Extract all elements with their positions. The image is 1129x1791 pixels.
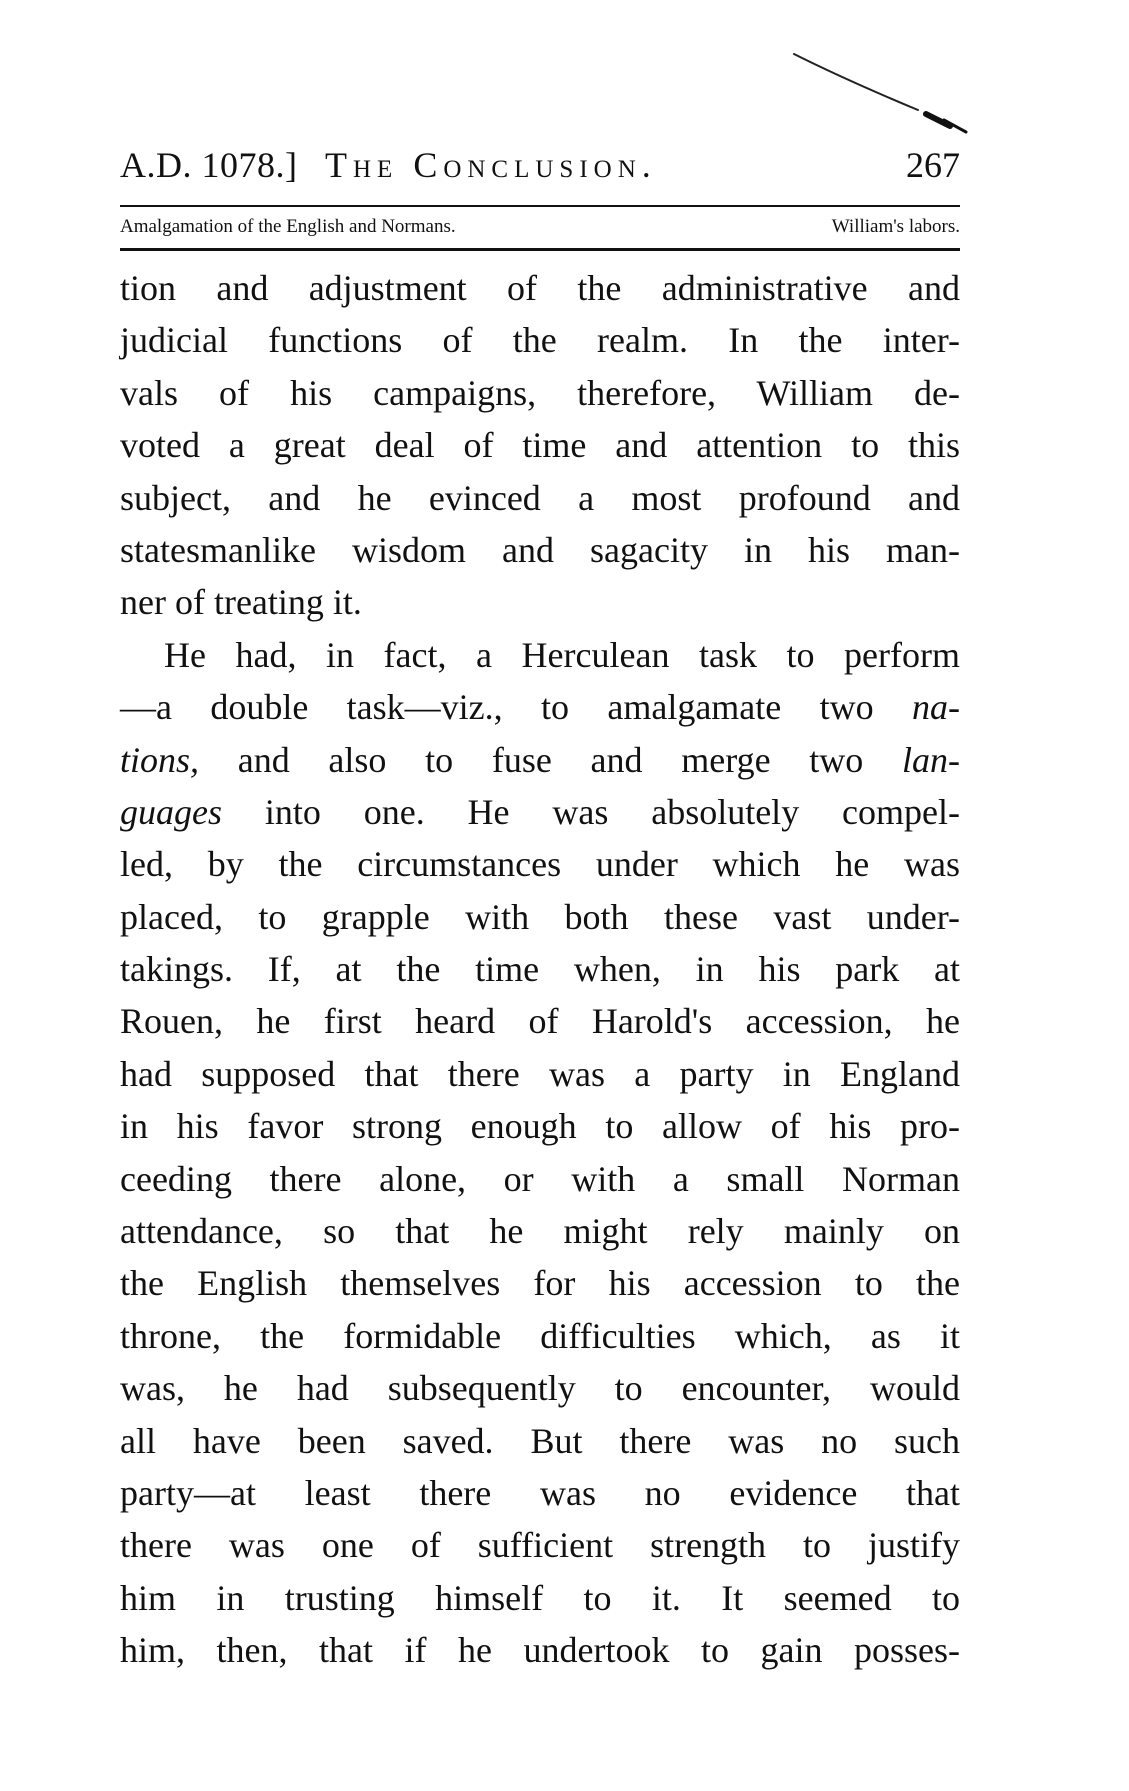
text-line <box>120 1100 960 1152</box>
page-number: 267 <box>906 145 960 185</box>
text-line <box>120 891 960 943</box>
subheader <box>120 213 960 241</box>
text-run: placed, to grapple with both these vast under- <box>120 896 960 937</box>
text-run: judicial functions of the realm. In the inter- <box>120 320 960 361</box>
text-line <box>120 262 960 314</box>
text-line <box>120 472 960 524</box>
text-run: led, by the circumstances under which he was <box>120 844 960 885</box>
text-line <box>120 1519 960 1571</box>
body-text <box>120 262 960 1677</box>
text-run: in his favor strong enough to allow of his pro- <box>120 1106 960 1147</box>
text-line <box>120 314 960 366</box>
text-run: —a double task—viz., to amalgamate two <box>120 687 912 728</box>
subheader-right: William's labors. <box>831 216 960 237</box>
text-line <box>120 995 960 1047</box>
italic-text: na- <box>912 687 960 728</box>
text-line <box>120 838 960 890</box>
text-line <box>120 367 960 419</box>
text-line <box>120 1153 960 1205</box>
text-run: tion and adjustment of the administrative and <box>120 268 960 308</box>
header-date: A.D. 1078.] <box>120 145 298 185</box>
text-run: He had, in fact, a Herculean task to perform <box>164 634 960 675</box>
header-rule <box>120 205 960 207</box>
text-run: him in trusting himself to it. It seemed to <box>120 1577 960 1618</box>
text-line <box>120 681 960 733</box>
text-run: and also to fuse and merge two <box>199 739 902 780</box>
italic-text: lan- <box>902 739 960 780</box>
text-run: Rouen, he first heard of Harold's accession, he <box>120 1001 960 1042</box>
text-line <box>120 786 960 838</box>
text-run: party—at least there was no evidence that <box>120 1472 960 1513</box>
text-run: vals of his campaigns, therefore, William de- <box>120 372 960 413</box>
text-run: ner of treating it. <box>120 582 362 623</box>
text-run: voted a great deal of time and attention to this <box>120 425 960 466</box>
text-run: subject, and he evinced a most profound and <box>120 477 960 518</box>
text-run: there was one of sufficient strength to justify <box>120 1525 960 1566</box>
text-run: attendance, so that he might rely mainly on <box>120 1211 960 1252</box>
text-run: all have been saved. But there was no such <box>120 1420 960 1461</box>
text-run: statesmanlike wisdom and sagacity in his man- <box>120 529 960 570</box>
text-run: the English themselves for his accession to the <box>120 1263 960 1304</box>
text-line <box>120 576 960 628</box>
running-header <box>120 140 960 200</box>
subheader-left: Amalgamation of the English and Normans. <box>120 216 456 237</box>
pencil-mark <box>790 48 970 138</box>
text-line <box>120 1310 960 1362</box>
text-line <box>120 1048 960 1100</box>
text-line <box>120 1572 960 1624</box>
text-line <box>120 1205 960 1257</box>
text-line <box>120 524 960 576</box>
text-run: throne, the formidable difficulties which, as it <box>120 1315 960 1356</box>
text-line <box>120 943 960 995</box>
text-line <box>120 419 960 471</box>
text-run: was, he had subsequently to encounter, would <box>120 1368 960 1409</box>
text-line <box>120 734 960 786</box>
text-line <box>120 629 960 681</box>
text-line <box>120 1624 960 1676</box>
text-line <box>120 1362 960 1414</box>
text-line <box>120 1467 960 1519</box>
chapter-title: The Conclusion. <box>325 145 657 185</box>
italic-text: guages <box>120 791 222 832</box>
italic-text: tions, <box>120 739 200 780</box>
text-run: ceeding there alone, or with a small Norman <box>120 1158 960 1199</box>
text-line <box>120 1257 960 1309</box>
text-line <box>120 1415 960 1467</box>
subheader-rule <box>120 248 960 251</box>
text-run: takings. If, at the time when, in his park at <box>120 949 960 990</box>
text-run: him, then, that if he undertook to gain posses- <box>120 1630 960 1671</box>
text-run: had supposed that there was a party in England <box>120 1053 960 1094</box>
text-run: into one. He was absolutely compel- <box>222 791 960 832</box>
